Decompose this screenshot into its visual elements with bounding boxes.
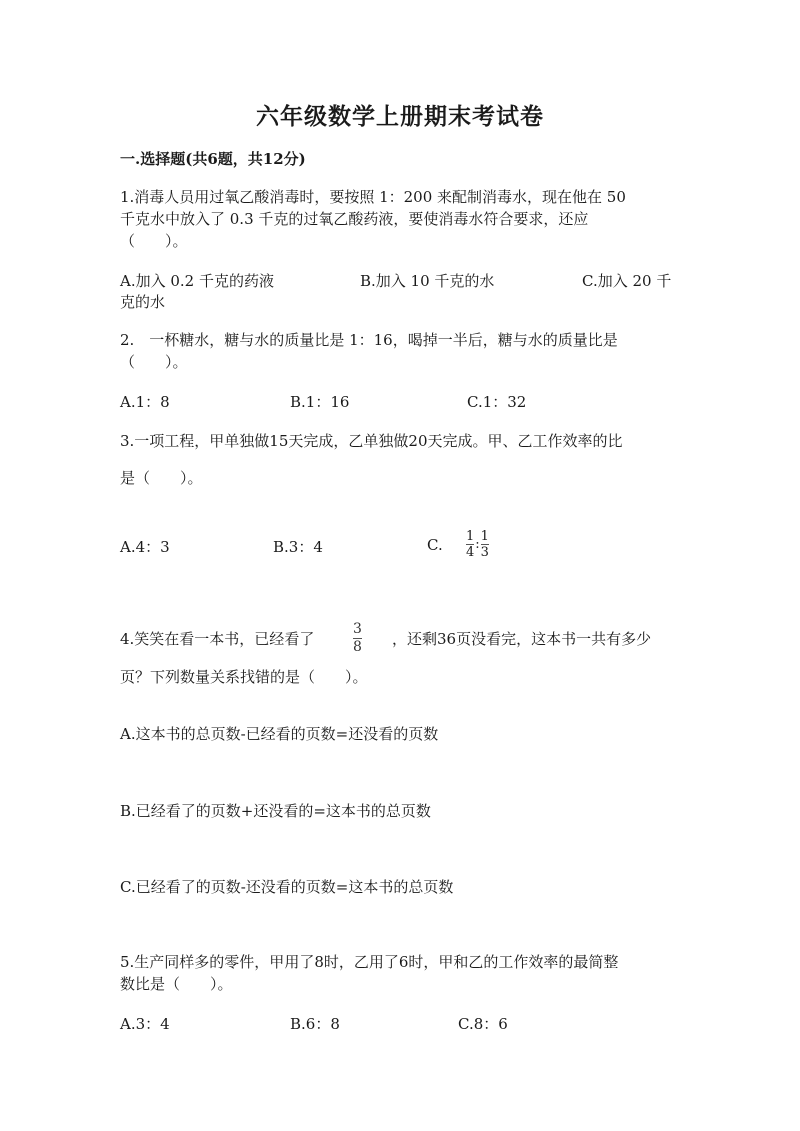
- q3-option-c-ratio: [466, 530, 489, 559]
- q5-option-a: A.3：4: [120, 1015, 170, 1033]
- q4-fraction: [353, 622, 362, 655]
- fraction-denominator: 8: [353, 639, 362, 655]
- q4-option-b: B.已经看了的页数+还没看的=这本书的总页数: [120, 802, 431, 820]
- q3-option-c-fraction-2: [481, 530, 489, 559]
- q2-option-a: A.1：8: [120, 393, 170, 411]
- q5-text-line2: 数比是（ ）。: [120, 975, 233, 993]
- page-title: 六年级数学上册期末考试卷: [256, 103, 544, 130]
- fraction-denominator: 4: [466, 545, 475, 560]
- q5-text-line1: 5.生产同样多的零件，甲用了8时，乙用了6时，甲和乙的工作效率的最简整: [120, 953, 619, 971]
- q4-option-a: A.这本书的总页数-已经看的页数=还没看的页数: [120, 725, 439, 743]
- q3-option-a: A.4：3: [120, 538, 170, 556]
- q4-option-c: C.已经看了的页数-还没看的页数=这本书的总页数: [120, 878, 454, 896]
- q2-text-line1: 2. 一杯糖水，糖与水的质量比是 1：16，喝掉一半后，糖与水的质量比是: [120, 331, 618, 349]
- q2-text-line2: （ ）。: [120, 353, 188, 371]
- q4-text-line2: 页？下列数量关系找错的是（ ）。: [120, 668, 368, 686]
- fraction-numerator: 1: [466, 529, 475, 544]
- q2-option-b: B.1：16: [290, 393, 350, 411]
- q1-option-a: A.加入 0.2 千克的药液: [120, 272, 274, 290]
- q1-option-c: C.加入 20 千: [582, 272, 672, 290]
- fraction-numerator: 1: [480, 529, 489, 544]
- q4-text-line1-end: ，还剩36页没看完，这本书一共有多少: [392, 630, 652, 648]
- q3-text-line2: 是（ ）。: [120, 469, 203, 487]
- q1-option-b: B.加入 10 千克的水: [360, 272, 495, 290]
- q1-option-c-continued: 克的水: [120, 293, 166, 311]
- section-heading: 一.选择题(共6题，共12分): [120, 150, 306, 168]
- ratio-separator: :: [475, 537, 480, 552]
- q5-option-b: B.6：8: [290, 1015, 340, 1033]
- q2-option-c: C.1：32: [467, 393, 527, 411]
- q3-text-line1: 3.一项工程，甲单独做15天完成，乙单独做20天完成。甲、乙工作效率的比: [120, 432, 623, 450]
- fraction-numerator: 3: [353, 621, 362, 637]
- q3-option-c-label: C.: [427, 536, 443, 554]
- q3-option-b: B.3：4: [273, 538, 323, 556]
- q4-text-line1-start: 4.笑笑在看一本书，已经看了: [120, 630, 315, 648]
- q1-text-line1: 1.消毒人员用过氧乙酸消毒时，要按照 1：200 来配制消毒水，现在他在 50: [120, 188, 626, 206]
- q5-option-c: C.8：6: [458, 1015, 508, 1033]
- q1-text-line2: 千克水中放入了 0.3 千克的过氧乙酸药液，要使消毒水符合要求，还应: [120, 210, 589, 228]
- q3-option-c-fraction-1: [466, 530, 474, 559]
- q1-text-line3: （ ）。: [120, 232, 188, 250]
- fraction-denominator: 3: [480, 545, 489, 560]
